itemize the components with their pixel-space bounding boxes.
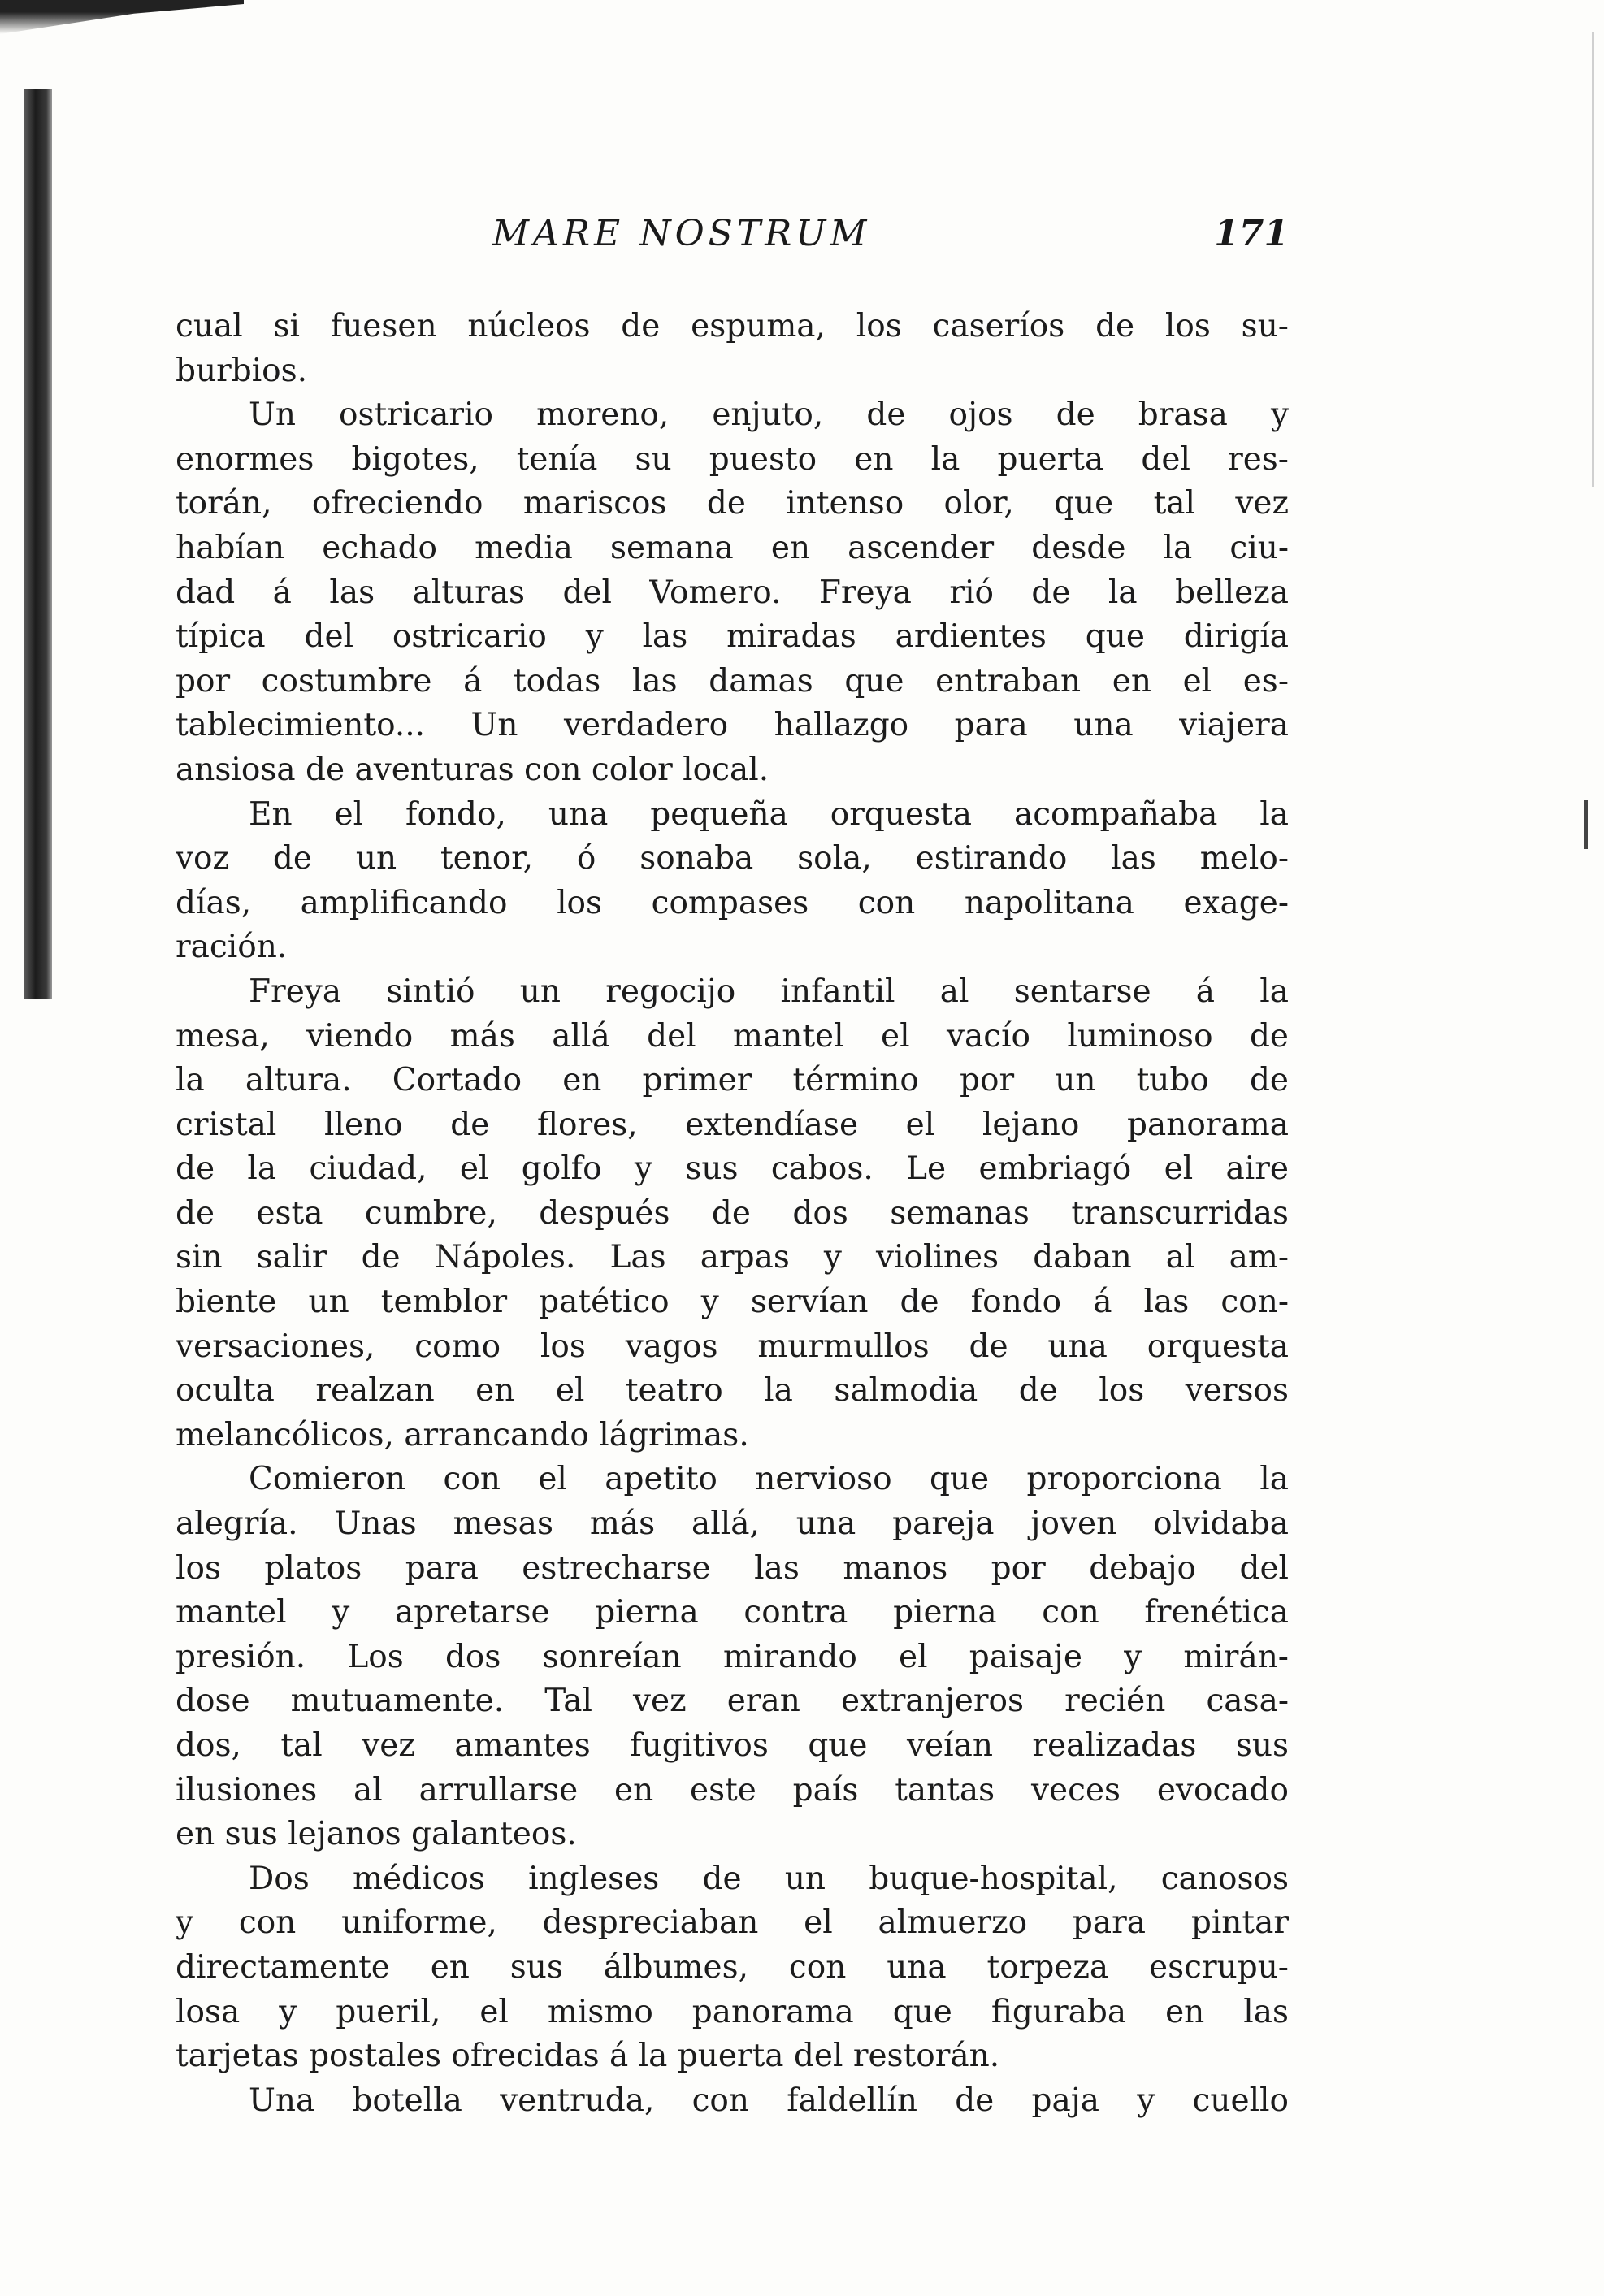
text-line: ración. — [176, 929, 288, 966]
text-line: dos, tal vez amantes fugitivos que veían realizadas sus — [176, 1727, 1289, 1764]
text-line: Comieron con el apetito nervioso que proporciona la — [249, 1461, 1289, 1498]
text-line: y con uniforme, despreciaban el almuerzo para pintar — [176, 1904, 1289, 1942]
text-line: torán, ofreciendo mariscos de intenso olor, que tal vez — [176, 485, 1289, 522]
text-line: días, amplificando los compases con napolitana exage- — [176, 884, 1289, 921]
text-line: enormes bigotes, tenía su puesto en la puerta del res- — [176, 440, 1289, 478]
text-line: Una botella ventruda, con faldellín de paja y cuello — [249, 2082, 1289, 2119]
text-line: Un ostricario moreno, enjuto, de ojos de brasa y — [249, 396, 1289, 434]
text-line: burbios. — [176, 352, 308, 389]
text-line: por costumbre á todas las damas que entraban en el es- — [176, 662, 1289, 700]
text-line: ilusiones al arrullarse en este país tantas veces evocado — [176, 1771, 1289, 1809]
running-title: MARE NOSTRUM — [492, 213, 871, 254]
text-line: típica del ostricario y las miradas ardientes que dirigía — [176, 618, 1289, 656]
text-line: voz de un tenor, ó sonaba sola, estirando las melo- — [176, 840, 1289, 877]
text-line: En el fondo, una pequeña orquesta acompañaba la — [249, 795, 1289, 833]
text-line: mesa, viendo más allá del mantel el vacío luminoso de — [176, 1017, 1289, 1055]
text-line: cristal lleno de flores, extendíase el lejano panorama — [176, 1106, 1289, 1143]
text-line: cual si fuesen núcleos de espuma, los caseríos de los su- — [176, 308, 1289, 344]
page-number: 171 — [1214, 213, 1289, 254]
text-line: habían echado media semana en ascender desde la ciu- — [176, 529, 1289, 566]
text-line: directamente en sus álbumes, con una torpeza escrupu- — [176, 1948, 1289, 1986]
scan-edge-right — [1592, 32, 1594, 487]
text-line: oculta realzan en el teatro la salmodia de los versos — [176, 1372, 1289, 1410]
text-line: biente un temblor patético y servían de fondo á las con- — [176, 1284, 1289, 1321]
scan-shadow-top — [0, 0, 244, 34]
text-line: dad á las alturas del Vomero. Freya rió de la belleza — [176, 574, 1289, 611]
scan-binding-shadow — [24, 89, 52, 999]
page-header — [176, 213, 1289, 270]
text-line: dose mutuamente. Tal vez eran extranjeros recién casa- — [176, 1683, 1289, 1720]
text-line: versaciones, como los vagos murmullos de una orquesta — [176, 1328, 1289, 1365]
text-line: la altura. Cortado en primer término por un tubo de — [176, 1062, 1289, 1099]
text-line: en sus lejanos galanteos. — [176, 1816, 577, 1853]
text-line: tablecimiento... Un verdadero hallazgo para una viajera — [176, 707, 1289, 744]
text-line: sin salir de Nápoles. Las arpas y violines daban al am- — [176, 1239, 1289, 1276]
text-line: Dos médicos ingleses de un buque-hospital, canosos — [249, 1860, 1289, 1897]
text-line: ansiosa de aventuras con color local. — [176, 751, 769, 788]
text-line: presión. Los dos sonreían mirando el paisaje y mirán- — [176, 1638, 1289, 1675]
text-line: de esta cumbre, después de dos semanas transcurridas — [176, 1194, 1289, 1232]
text-line: de la ciudad, el golfo y sus cabos. Le embriagó el aire — [176, 1150, 1289, 1188]
text-line: Freya sintió un regocijo infantil al sentarse á la — [249, 973, 1289, 1010]
text-line: mantel y apretarse pierna contra pierna con frenética — [176, 1594, 1289, 1631]
scan-mark — [1584, 800, 1588, 849]
body-text — [176, 305, 1289, 2123]
text-line: tarjetas postales ofrecidas á la puerta del restorán. — [176, 2038, 1000, 2075]
text-line: losa y pueril, el mismo panorama que figuraba en las — [176, 1993, 1289, 2030]
text-line: melancólicos, arrancando lágrimas. — [176, 1416, 749, 1453]
text-line: alegría. Unas mesas más allá, una pareja joven olvidaba — [176, 1505, 1289, 1543]
text-line: los platos para estrecharse las manos por debajo del — [176, 1549, 1289, 1587]
